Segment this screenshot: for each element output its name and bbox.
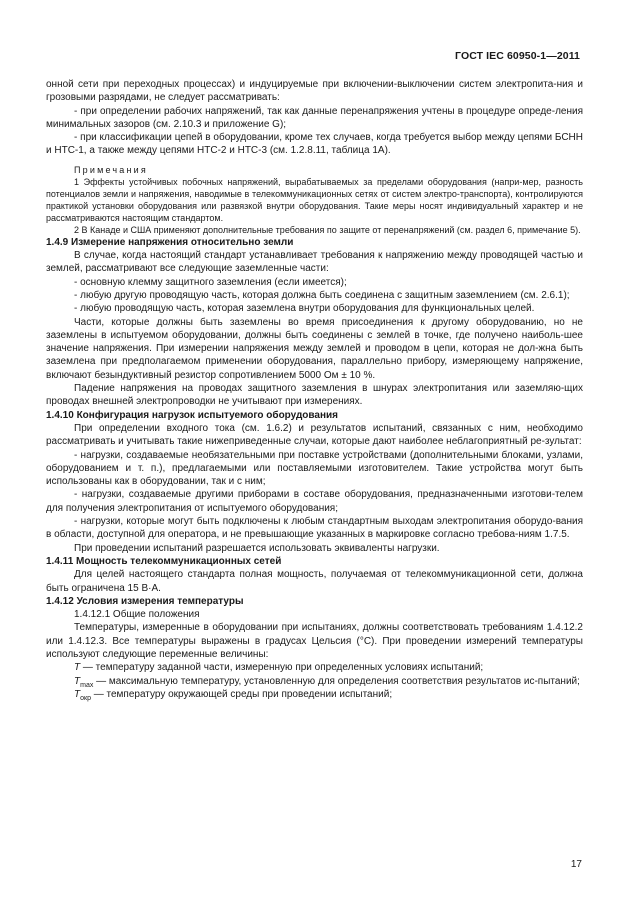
definition-tokr [46, 688, 583, 701]
paragraph: Для целей настоящего стандарта полная мощность, получаемая от телекоммуникационной сети, должна быть ограничена 15 В·А. [46, 569, 583, 594]
paragraph: Части, которые должны быть заземлены во время присоединения к другому оборудованию, но не заземлены в испытуемом оборудовании, должны быть соединены с землей в точке, где получено наиболь-шее значение напряжения. При измерении напряжения между землей и проводом в цепи, которая не дол-жна быть заземлена при предполагаемом применении оборудования, параллельно прибору, измеряющему напряжение, включают безындуктивный резистор сопротивлением 5000 Ом ± 10 %. [46, 316, 583, 381]
notes-block [46, 164, 583, 236]
definition-t [46, 661, 583, 674]
definition-tmax [46, 675, 583, 688]
paragraph: При проведении испытаний разрешается использовать эквиваленты нагрузки. [74, 542, 440, 554]
document-code-header: ГОСТ IEC 60950-1—2011 [455, 50, 580, 62]
symbol-t: T [74, 688, 81, 700]
list-item: - основную клемму защитного заземления (если имеется); [74, 276, 347, 288]
paragraph: При определении входного тока (см. 1.6.2) и результатов испытаний, связанных с ним, необходимо рассматривать и учитывать такие нижеприведенные случаи, которые дают наиболее неблагоприятный ре-зультат: [46, 422, 583, 448]
list-item: - нагрузки, создаваемые необязательными при поставке устройствами (дополнительными блоками, узлами, оборудованием и т. п.), предлагаемыми или поставляемыми изготовителем. Такие устройства могут быть использованы как в оборудовании, так и с ним; [46, 449, 583, 488]
definition-text: — температуру заданной части, измеренную при определенных условиях испытаний; [80, 662, 484, 674]
subscript-max: max [80, 681, 94, 689]
intro-list-item: - при классификации цепей в оборудовании, кроме тех случаев, когда требуется выбор между цепями БСНН и НТС-1, а также между цепями НТС-2 и НТС-3 (см. 1.2.8.11, таблица 1А). [46, 132, 583, 157]
intro-list-item: - при определении рабочих напряжений, так как данные перенапряжения учтены в процедуре опреде-ления минимальных зазоров (см. 2.10.3 и приложение G); [46, 105, 583, 130]
list-item: - любую проводящую часть, которая заземлена внутри оборудования для функциональных целей. [74, 303, 535, 315]
symbol-t: T [74, 675, 81, 687]
notes-title: Примечания [74, 164, 148, 175]
page-number: 17 [570, 859, 582, 870]
paragraph: В случае, когда настоящий стандарт устанавливает требования к напряжению между проводящей частью и землей, рассматривают все следующие заземленные части: [46, 250, 583, 275]
definition-text: — максимальную температуру, установленную для определения соответствия результатов ис-пытаний; [93, 675, 580, 687]
section-heading-1-4-9: 1.4.9 Измерение напряжения относительно земли [46, 236, 294, 248]
list-item: - нагрузки, создаваемые другими приборами в составе оборудования, предназначенными изготови-телем для получения электропитания от испытуемого оборудования; [46, 489, 583, 514]
section-heading-1-4-11: 1.4.11 Мощность телекоммуникационных сетей [46, 555, 282, 567]
page-body [46, 78, 583, 701]
section-heading-1-4-12: 1.4.12 Условия измерения температуры [46, 595, 244, 607]
list-item: - любую другую проводящую часть, которая должна быть соединена с защитным заземлением (см. 2.6.1); [74, 289, 570, 301]
paragraph: Температуры, измеренные в оборудовании при испытаниях, должны соответствовать требованиям 1.4.12.2 или 1.4.12.3. Все температуры выражены в градусах Цельсия (°C). При проведении измерений температуры используют следующие переменные величины: [46, 622, 583, 660]
paragraph: Падение напряжения на проводах защитного заземления в шнурах электропитания или заземляю-щих проводах внешней электропроводки не учитывают при измерениях. [46, 383, 583, 408]
list-item: - нагрузки, которые могут быть подключены к любым стандартным выходам электропитания оборудо-вания в области, доступной для оператора, и не превышающие указанных в маркировке согласно требова-ниям 1.7.5. [46, 516, 583, 541]
intro-continuation: онной сети при переходных процессах) и индуцируемые при включении-выключении систем электропита-ния и грозовыми разрядами, не следует рассматривать: [46, 79, 583, 104]
note-item: 1 Эффекты устойчивых побочных напряжений, вырабатываемых за пределами оборудования (напри-мер, разность потенциалов земли и напряжения, наводимые в телекоммуникационных сетях от систем электро-транспорта), контролируются практикой установки оборудования или развязкой внутри оборудования. Такие меры носят индивидуальный характер и не рассматриваются настоящим стандартом. [46, 176, 583, 223]
note-item: 2 В Канаде и США применяют дополнительные требования по защите от перенапряжений (см. раздел 6, примечание 5). [74, 224, 581, 235]
section-heading-1-4-10: 1.4.10 Конфигурация нагрузок испытуемого оборудования [46, 409, 339, 421]
subscript-okr: окр [80, 694, 91, 702]
subsection-heading-1-4-12-1: 1.4.12.1 Общие положения [74, 609, 200, 621]
symbol-t: T [74, 662, 81, 674]
definition-text: — температуру окружающей среды при проведении испытаний; [90, 688, 393, 700]
